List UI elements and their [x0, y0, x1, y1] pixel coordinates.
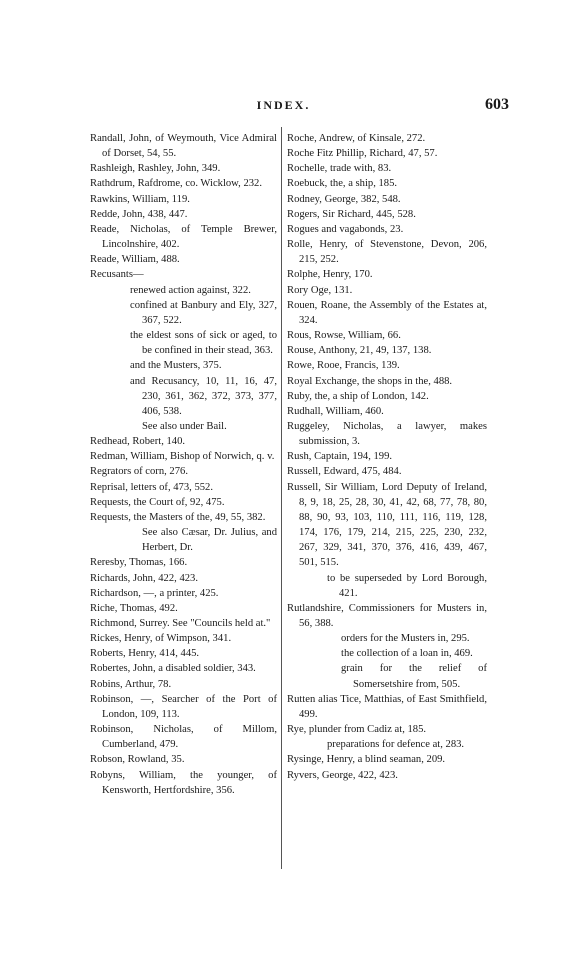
index-entry: Rogers, Sir Richard, 445, 528. — [287, 208, 416, 220]
index-subentry: renewed action against, 322. — [130, 284, 251, 296]
index-entry: Roche, Andrew, of Kinsale, 272. — [287, 133, 426, 144]
index-entry: Redman, William, Bishop of Norwich, q. v. — [90, 451, 275, 463]
index-entry: Royal Exchange, the shops in the, 488. — [287, 375, 453, 387]
index-entry: Rutten alias Tice, Matthias, of East Smithfield, 499. — [287, 693, 487, 720]
index-subentry: orders for the Musters in, 295. — [341, 633, 470, 645]
index-cross-reference: See also Cæsar, Dr. Julius, and Herbert, Dr. — [142, 527, 277, 554]
index-column-left — [90, 131, 277, 798]
index-subentry: and Recusancy, 10, 11, 16, 47, 230, 361, 362, 372, 373, 377, 406, 538. — [130, 375, 277, 417]
index-entry: Ruggeley, Nicholas, a lawyer, makes submission, 3. — [287, 420, 487, 448]
index-entry: Rodney, George, 382, 548. — [287, 193, 401, 205]
index-entry: Rye, plunder from Cadiz at, 185. — [287, 724, 427, 736]
index-entry: Rochelle, trade with, 83. — [287, 163, 392, 175]
index-entry: Rysinge, Henry, a blind seaman, 209. — [287, 754, 446, 766]
index-entry: Reprisal, letters of, 473, 552. — [90, 481, 213, 493]
index-entry: Rous, Rowse, William, 66. — [287, 330, 401, 342]
index-entry: Ruby, the, a ship of London, 142. — [287, 390, 429, 402]
index-entry: Roche Fitz Phillip, Richard, 47, 57. — [287, 148, 438, 160]
index-entry: Requests, the Masters of the, 49, 55, 382. — [90, 511, 266, 523]
index-subentry: preparations for defence at, 283. — [327, 739, 465, 751]
index-entry: Rutlandshire, Commissioners for Musters in, 56, 388. — [287, 602, 487, 629]
index-entry: Robinson, —, Searcher of the Port of London, 109, 113. — [90, 693, 277, 720]
index-entry: Richardson, —, a printer, 425. — [90, 587, 219, 599]
index-entry: Robyns, William, the younger, of Kensworth, Hertfordshire, 356. — [90, 769, 277, 796]
index-subentry: grain for the relief of Somersetshire from, 505. — [341, 663, 487, 690]
index-subentry: and the Musters, 375. — [130, 360, 222, 372]
index-entry: Rawkins, William, 119. — [90, 193, 190, 205]
index-entry: Rathdrum, Rafdrome, co. Wicklow, 232. — [90, 178, 262, 190]
index-entry: Ryvers, George, 422, 423. — [287, 769, 398, 781]
index-entry: Riche, Thomas, 492. — [90, 602, 178, 614]
index-entry: Recusants— — [90, 269, 144, 281]
index-entry: Reade, William, 488. — [90, 254, 180, 266]
index-entry: Rudhall, William, 460. — [287, 405, 384, 417]
index-cross-reference: See also under Bail. — [142, 420, 227, 432]
index-subentry: the collection of a loan in, 469. — [341, 648, 473, 660]
index-entry: Rolle, Henry, of Stevenstone, Devon, 206, 215, 252. — [287, 239, 487, 266]
index-entry: Robson, Rowland, 35. — [90, 754, 185, 766]
index-entry: Roberts, Henry, 414, 445. — [90, 648, 200, 660]
index-entry: Randall, John, of Weymouth, Vice Admiral of Dorset, 54, 55. — [90, 133, 277, 160]
column-divider — [281, 127, 282, 869]
index-entry: Rogues and vagabonds, 23. — [287, 223, 404, 235]
index-entry: Rashleigh, Rashley, John, 349. — [90, 163, 221, 175]
index-entry: Roebuck, the, a ship, 185. — [287, 178, 398, 190]
index-entry: Rowe, Rooe, Francis, 139. — [287, 360, 400, 372]
index-entry: Rush, Captain, 194, 199. — [287, 451, 393, 463]
index-entry: Russell, Edward, 475, 484. — [287, 466, 402, 478]
index-entry: Rouse, Anthony, 21, 49, 137, 138. — [287, 345, 432, 357]
index-subentry: the eldest sons of sick or aged, to be confined in their stead, 363. — [130, 330, 277, 357]
running-head: INDEX. — [256, 98, 311, 112]
index-column-right — [287, 131, 487, 783]
index-subentry: confined at Banbury and Ely, 327, 367, 522. — [130, 299, 277, 326]
index-entry: Richards, John, 422, 423. — [90, 572, 198, 584]
index-entry: Rickes, Henry, of Wimpson, 341. — [90, 633, 232, 645]
index-entry: Rolphe, Henry, 170. — [287, 269, 373, 281]
index-entry: Richmond, Surrey. See "Councils held at." — [90, 618, 271, 629]
index-entry: Reresby, Thomas, 166. — [90, 557, 188, 569]
index-entry: Redde, John, 438, 447. — [90, 208, 188, 220]
index-entry: Robinson, Nicholas, of Millom, Cumberland, 479. — [90, 724, 277, 751]
index-entry: Regrators of corn, 276. — [90, 466, 188, 478]
index-entry: Rory Oge, 131. — [287, 284, 353, 296]
page-number: 603 — [485, 96, 509, 113]
index-entry: Requests, the Court of, 92, 475. — [90, 496, 225, 508]
index-entry: Reade, Nicholas, of Temple Brewer, Lincolnshire, 402. — [90, 223, 277, 251]
page-header — [0, 96, 567, 120]
index-entry: Robins, Arthur, 78. — [90, 678, 172, 690]
index-entry: Russell, Sir William, Lord Deputy of Ireland, 8, 9, 18, 25, 28, 30, 41, 42, 68, 77, 78, 80, 88, 90, 93, 103, 110, 111, 116, 119, 128, 174, 176, 179, 214, 215, 225, 230, 232, 267, 329, 341, 370, 376, 416, 439, 467, 501, 515. — [287, 481, 487, 569]
index-entry: Rouen, Roane, the Assembly of the Estates at, 324. — [287, 299, 487, 326]
index-entry: Redhead, Robert, 140. — [90, 436, 186, 448]
index-subentry: to be superseded by Lord Borough, 421. — [327, 572, 487, 599]
index-entry: Robertes, John, a disabled soldier, 343. — [90, 663, 256, 675]
